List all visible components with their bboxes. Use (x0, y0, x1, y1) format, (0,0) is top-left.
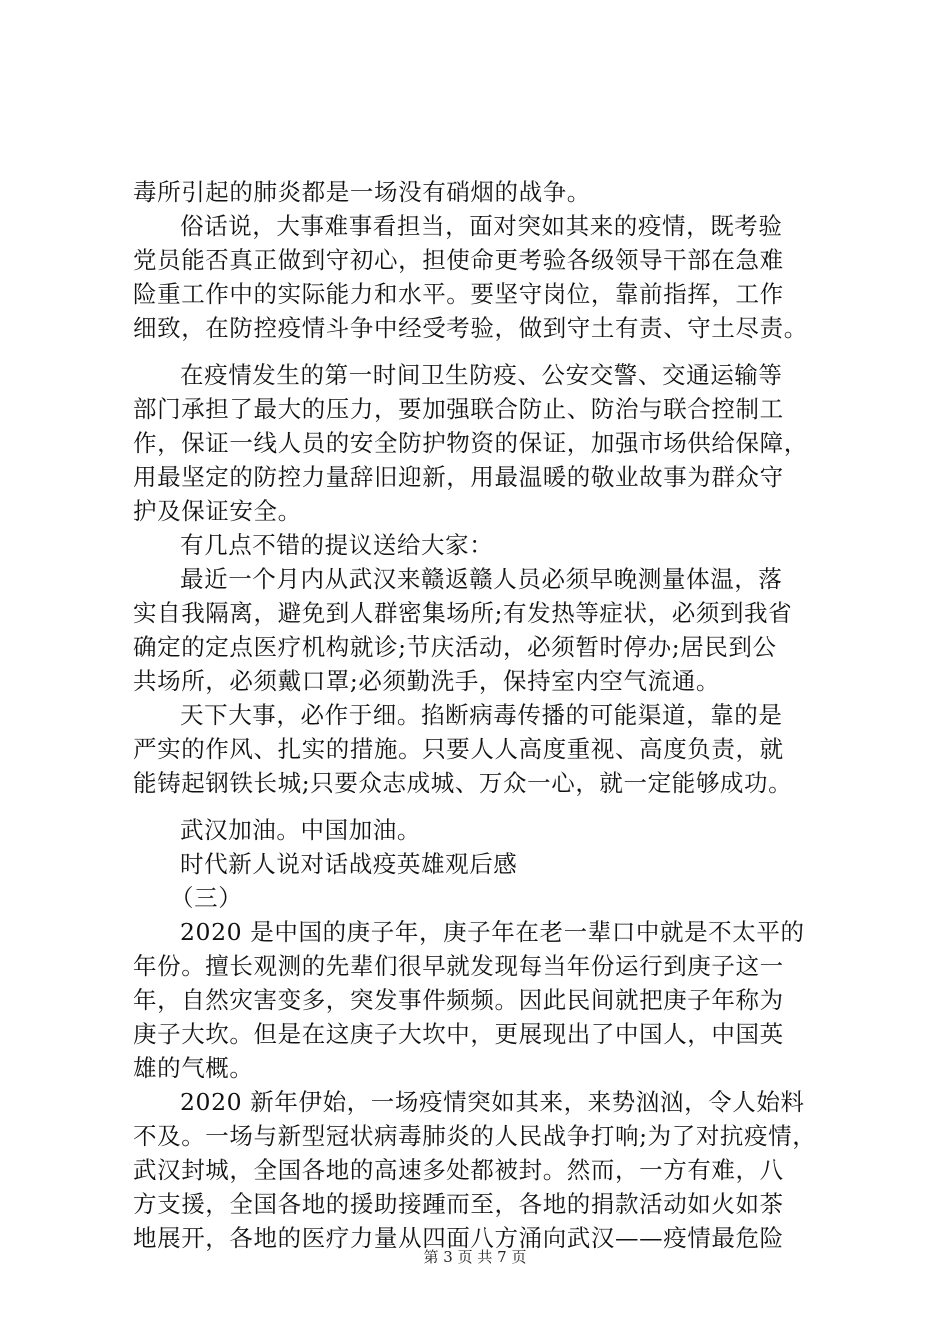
section-title: 时代新人说对话战疫英雄观后感 (180, 850, 518, 878)
body-line: 党员能否真正做到守初心，担使命更考验各级领导干部在急难 (133, 246, 784, 274)
paragraph-first-line: 2020 新年伊始，一场疫情突如其来，来势汹汹，令人始料 (180, 1088, 805, 1116)
body-line: 细致，在防控疫情斗争中经受考验，做到守土有责、守土尽责。 (133, 314, 808, 342)
paragraph-first-line: 2020 是中国的庚子年，庚子年在老一辈口中就是不太平的 (180, 918, 805, 946)
body-line: 用最坚定的防控力量辞旧迎新，用最温暖的敬业故事为群众守 (133, 463, 784, 491)
body-line: 武汉封城，全国各地的高速多处都被封。然而，一方有难，八 (133, 1156, 784, 1184)
body-line: 实自我隔离，避免到人群密集场所;有发热等症状，必须到我省 (133, 599, 793, 627)
body-line: 严实的作风、扎实的措施。只要人人高度重视、高度负责，就 (133, 735, 784, 763)
paragraph-first-line: 有几点不错的提议送给大家： (180, 531, 494, 559)
body-line: 部门承担了最大的压力，要加强联合防止、防治与联合控制工 (133, 395, 784, 423)
paragraph-first-line: 俗话说，大事难事看担当，面对突如其来的疫情，既考验 (180, 212, 783, 240)
body-line: 方支援，全国各地的援助接踵而至，各地的捐款活动如火如茶 (133, 1190, 784, 1218)
body-line: 庚子大坎。但是在这庚子大坎中，更展现出了中国人，中国英 (133, 1020, 784, 1048)
paragraph-first-line: 在疫情发生的第一时间卫生防疫、公安交警、交通运输等 (180, 361, 783, 389)
body-line: 确定的定点医疗机构就诊;节庆活动，必须暂时停办;居民到公 (133, 633, 777, 661)
body-line: 年，自然灾害变多，突发事件频频。因此民间就把庚子年称为 (133, 986, 784, 1014)
body-line: 毒所引起的肺炎都是一场没有硝烟的战争。 (133, 178, 591, 206)
body-line: 作，保证一线人员的安全防护物资的保证，加强市场供给保障， (133, 429, 808, 457)
body-line: 雄的气概。 (133, 1054, 254, 1082)
page-footer: 第 3 页 共 7 页 (423, 1248, 527, 1266)
paragraph-first-line: 最近一个月内从武汉来赣返赣人员必须早晚测量体温，落 (180, 565, 783, 593)
body-line: 能铸起钢铁长城;只要众志成城、万众一心，就一定能够成功。 (133, 769, 793, 797)
body-line: 险重工作中的实际能力和水平。要坚守岗位，靠前指挥，工作 (133, 280, 784, 308)
body-line: 共场所，必须戴口罩;必须勤洗手，保持室内空气流通。 (133, 667, 720, 695)
body-line: 不及。一场与新型冠状病毒肺炎的人民战争打响;为了对抗疫情， (133, 1122, 817, 1150)
body-line: 年份。擅长观测的先辈们很早就发现每当年份运行到庚子这一 (133, 952, 784, 980)
body-line: 护及保证安全。 (133, 497, 302, 525)
body-line: 地展开，各地的医疗力量从四面八方涌向武汉——疫情最危险 (133, 1224, 784, 1252)
closing-line: 武汉加油。中国加油。 (180, 816, 421, 844)
section-number: （三） (170, 884, 243, 912)
paragraph-first-line: 天下大事，必作于细。掐断病毒传播的可能渠道，靠的是 (180, 701, 783, 729)
